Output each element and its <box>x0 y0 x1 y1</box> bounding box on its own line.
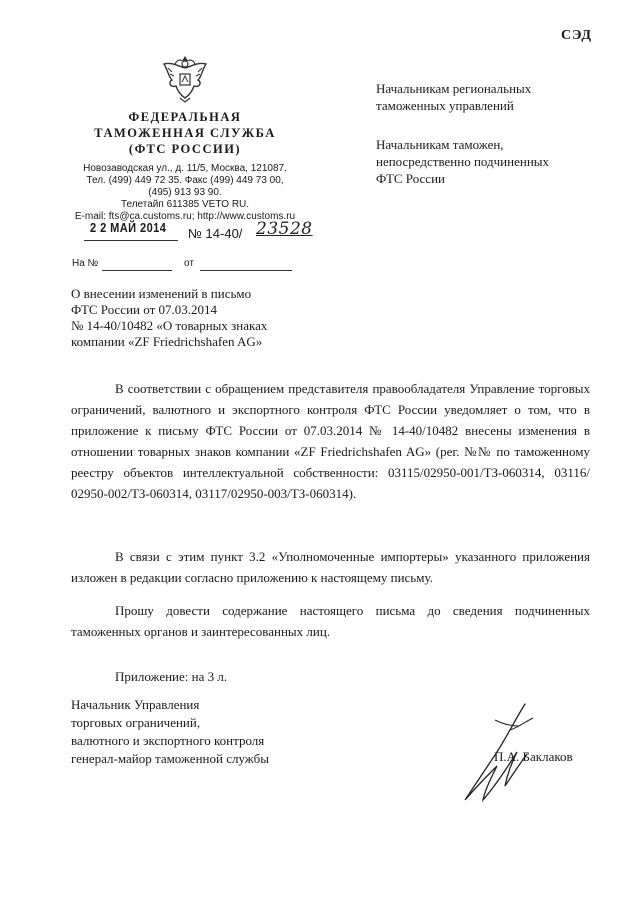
body-paragraph-1-wrap <box>71 378 590 504</box>
recipient-line: Начальникам региональных <box>376 81 532 96</box>
signatory-position-line: валютного и экспортного контроля <box>71 733 265 748</box>
reference-number-line <box>102 270 172 271</box>
attachment-note: Приложение: на 3 л. <box>115 669 228 684</box>
signatory-position-line: торговых ограничений, <box>71 715 201 730</box>
date-stamp: 2 2 МАЙ 2014 <box>90 220 167 235</box>
body-paragraph-3-wrap <box>71 600 590 642</box>
subject-line: О внесении изменений в письмо <box>71 286 252 301</box>
address-line: Тел. (499) 449 72 35. Факс (499) 449 73 00, <box>86 175 284 186</box>
coat-of-arms-emblem-icon <box>160 52 210 104</box>
org-name-line3: (ФТС РОССИИ) <box>128 142 242 156</box>
org-name-line1: ФЕДЕРАЛЬНАЯ <box>128 110 242 124</box>
body-paragraph-2: В связи с этим пункт 3.2 «Уполномоченные импортеры» указанного приложения изложен в редакции согласно приложению к настоящему письму. <box>71 549 590 585</box>
signatory-position-line: генерал-майор таможенной службы <box>71 751 269 766</box>
reference-date-label: от <box>184 258 194 269</box>
address-block <box>70 163 300 223</box>
recipient-group-regional <box>376 80 606 114</box>
date-underline <box>84 240 178 241</box>
attachment-note-wrap <box>71 666 590 687</box>
body-paragraph-3: Прошу довести содержание настоящего письма до сведения подчиненных таможенных органов и заинтересованных лиц. <box>71 603 590 639</box>
outgoing-number-label: № 14-40/ <box>188 226 243 241</box>
address-email-line: E-mail: fts@ca.customs.ru; http://www.customs.ru <box>74 211 296 222</box>
address-line: Телетайп 611385 VETO RU. <box>120 199 250 210</box>
recipient-group-customs <box>376 136 606 187</box>
document-system-code: СЭД <box>560 28 592 43</box>
subject-block <box>71 286 331 350</box>
reference-date-line <box>200 270 292 271</box>
signatory-position-line: Начальник Управления <box>71 697 200 712</box>
recipient-line: Начальникам таможен, <box>376 137 504 152</box>
subject-line: компании «ZF Friedrichshafen AG» <box>71 334 263 349</box>
signatory-position <box>71 696 331 768</box>
recipient-line: непосредственно подчиненных <box>376 154 550 169</box>
subject-line: № 14-40/10482 «О товарных знаках <box>71 318 268 333</box>
address-line: Новозаводская ул., д. 11/5, Москва, 121087. <box>83 163 287 174</box>
org-name-line2: ТАМОЖЕННАЯ СЛУЖБА <box>94 126 276 140</box>
recipient-line: таможенных управлений <box>376 98 514 113</box>
body-paragraph-1: В соответствии с обращением представителя правообладателя Управление торговых ограничений, валютного и экспортного контроля ФТС России уведомляет о том, что в приложение к письму ФТС России от 07.03.2014 № 14-40/10482 внесены изменения в отношении товарных знаков компании «ZF Friedrichshafen AG» (рег. №№ по таможенному реестру объектов интеллектуальной собственности: 03115/02950-001/ТЗ-060314, 03116/ 02950-002/ТЗ-060314, 03117/02950-003/ТЗ-060314). <box>71 381 590 501</box>
outgoing-number-handwritten: 23528 <box>256 219 313 239</box>
subject-line: ФТС России от 07.03.2014 <box>71 302 218 317</box>
reference-number-label: На № <box>72 258 99 269</box>
recipient-line: ФТС России <box>376 171 445 186</box>
signatory-name: П.А. Баклаков <box>494 749 573 764</box>
body-paragraph-2-wrap <box>71 546 590 588</box>
address-line: (495) 913 93 90. <box>148 187 222 198</box>
